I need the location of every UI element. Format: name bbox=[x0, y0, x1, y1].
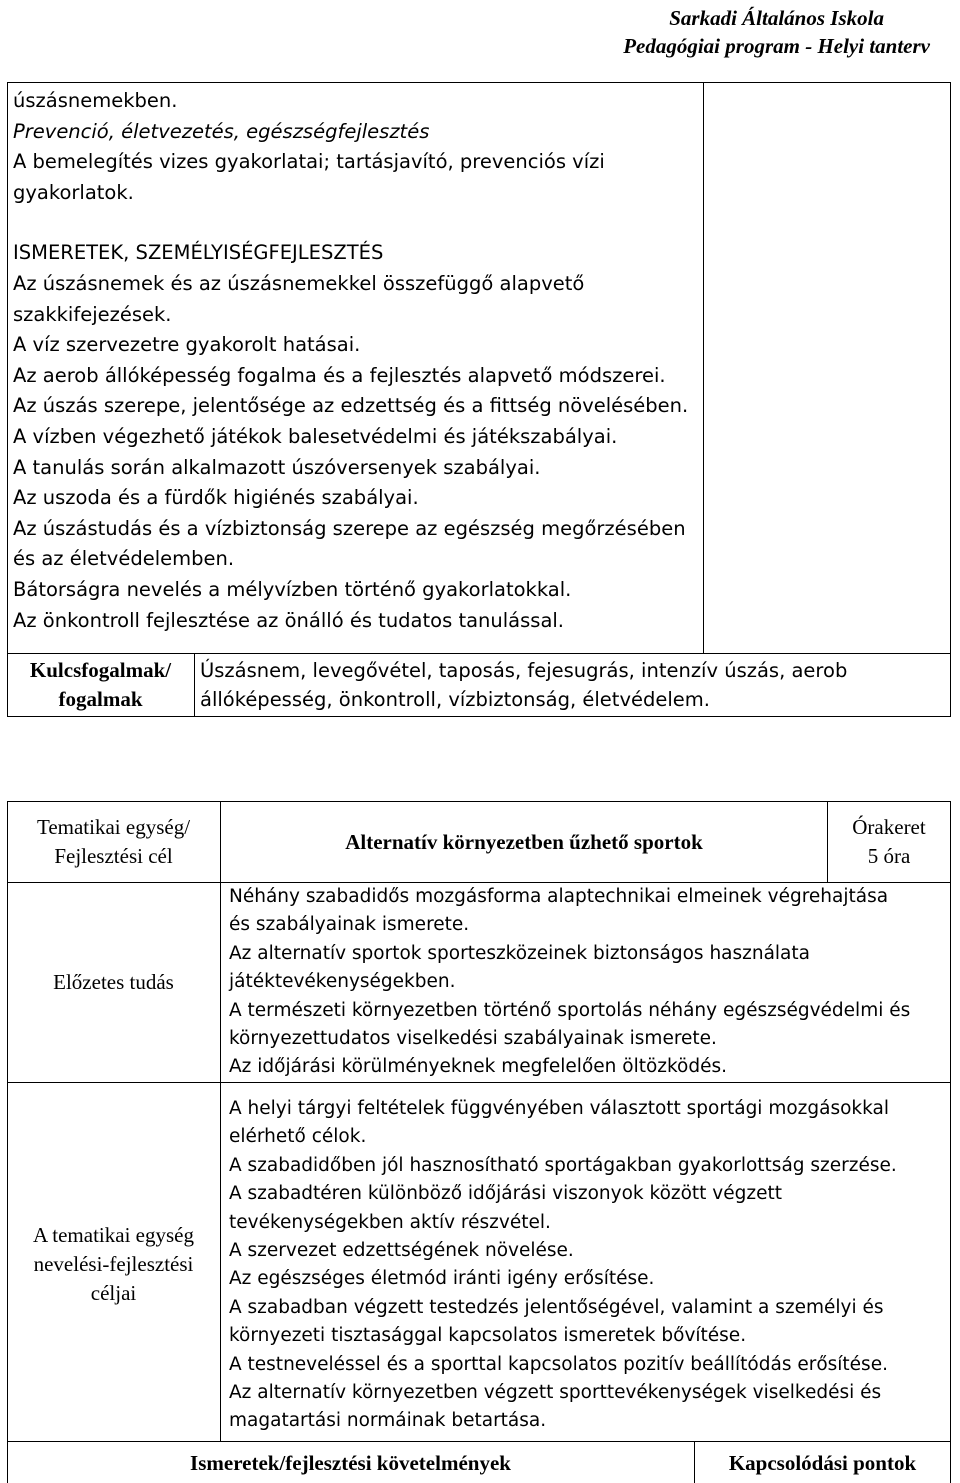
goal-line: A szabadidőben jól hasznosítható sportágakban gyakorlottság szerzése. bbox=[229, 1154, 897, 1176]
prior-knowledge-line: és szabályainak ismerete. bbox=[229, 914, 470, 936]
prior-knowledge-line: Az alternatív sportok sporteszközeinek biztonságos használata bbox=[229, 942, 810, 964]
hours-label: Órakeret bbox=[852, 815, 926, 839]
table-border-right bbox=[950, 801, 951, 1483]
content-line: Az úszásnemek és az úszásnemekkel összefüggő alapvető bbox=[13, 271, 585, 295]
content-line: Az úszás szerepe, jelentősége az edzettség és a fittség növelésében. bbox=[13, 394, 689, 418]
column-divider bbox=[703, 82, 704, 653]
goal-line: Az egészséges életmód iránti igény erősítése. bbox=[229, 1268, 655, 1290]
goal-line: A helyi tárgyi feltételek függvényében választott sportági mozgásokkal bbox=[229, 1098, 889, 1119]
content-line: A tanulás során alkalmazott úszóversenyek szabályai. bbox=[13, 455, 541, 479]
content-line: A bemelegítés vizes gyakorlatai; tartásjavító, prevenciós vízi bbox=[13, 150, 605, 174]
content-line: Az úszástudás és a vízbiztonság szerepe az egészség megőrzésében bbox=[13, 516, 686, 540]
goal-line: környezeti tisztasággal kapcsolatos ismeretek bővítése. bbox=[229, 1325, 747, 1347]
content-line: ISMERETEK, SZEMÉLYISÉGFEJLESZTÉS bbox=[13, 241, 384, 265]
table-border-top bbox=[7, 801, 951, 802]
content-line: Az önkontroll fejlesztése az önálló és tudatos tanulással. bbox=[13, 608, 565, 632]
table-border-left bbox=[7, 801, 8, 1483]
prior-knowledge-line: Az időjárási körülményeknek megfelelően öltözködés. bbox=[229, 1056, 728, 1078]
prior-knowledge-text bbox=[229, 883, 945, 1082]
content-line: szakkifejezések. bbox=[13, 302, 172, 326]
goals-label bbox=[7, 1221, 220, 1308]
content-line: Prevenció, életvezetés, egészségfejlesztés bbox=[13, 119, 430, 143]
key-concepts-divider bbox=[194, 653, 195, 717]
goal-line: A szabadtéren különböző időjárási viszonyok között végzett bbox=[229, 1183, 782, 1205]
key-concepts-text-line: állóképesség, önkontroll, vízbiztonság, életvédelem. bbox=[200, 688, 710, 711]
goals-label-line: nevelési-fejlesztési bbox=[33, 1252, 194, 1276]
document-header bbox=[623, 4, 930, 60]
unit-label-line: Tematikai egység/ bbox=[36, 815, 191, 839]
row-divider-2 bbox=[7, 1082, 951, 1083]
curriculum-table-swimming bbox=[7, 82, 951, 717]
prior-knowledge-line: A természeti környezetben történő sportolás néhány egészségvédelmi és bbox=[229, 999, 911, 1021]
key-concepts-text bbox=[200, 656, 940, 714]
goals-text bbox=[229, 1095, 945, 1436]
row-divider bbox=[7, 653, 951, 654]
goals-label-line: A tematikai egység bbox=[33, 1223, 194, 1247]
key-concepts-text-line: Úszásnem, levegővétel, taposás, fejesugrás, intenzív úszás, aerob bbox=[200, 659, 848, 682]
hours-cell bbox=[828, 813, 950, 871]
content-line: Az aerob állóképesség fogalma és a fejlesztés alapvető módszerei. bbox=[13, 363, 666, 387]
blank-line bbox=[13, 208, 703, 238]
hours-value: 5 óra bbox=[867, 844, 911, 868]
unit-label-line: Fejlesztési cél bbox=[54, 844, 173, 868]
goal-line: tevékenységekben aktív részvétel. bbox=[229, 1211, 551, 1233]
key-concepts-label-line: fogalmak bbox=[58, 687, 143, 711]
content-line: A víz szervezetre gyakorolt hatásai. bbox=[13, 333, 361, 357]
goal-line: magatartási normáinak betartása. bbox=[229, 1410, 547, 1432]
goals-label-line: céljai bbox=[90, 1281, 137, 1305]
prior-knowledge-line: környezettudatos viselkedési szabályainak ismerete. bbox=[229, 1028, 717, 1050]
content-line: Bátorságra nevelés a mélyvízben történő gyakorlatokkal. bbox=[13, 577, 572, 601]
goal-line: elérhető célok. bbox=[229, 1126, 367, 1148]
unit-label bbox=[7, 813, 220, 871]
goal-line: A testneveléssel és a sporttal kapcsolatos pozitív beállítódás erősítése. bbox=[229, 1353, 888, 1375]
key-concepts-label bbox=[7, 656, 194, 714]
content-line: és az életvédelemben. bbox=[13, 547, 235, 571]
content-line: úszásnemekben. bbox=[13, 89, 178, 112]
goal-line: Az alternatív környezetben végzett sporttevékenységek viselkedési és bbox=[229, 1382, 882, 1404]
table-border-bottom bbox=[7, 716, 951, 717]
prior-knowledge-line: játéktevékenységekben. bbox=[229, 971, 456, 993]
goal-line: A szervezet edzettségének növelése. bbox=[229, 1240, 574, 1262]
table-border-top bbox=[7, 82, 951, 83]
content-cell bbox=[13, 86, 703, 636]
goal-line: A szabadban végzett testedzés jelentőségével, valamint a személyi és bbox=[229, 1296, 884, 1318]
table-border-left bbox=[7, 82, 8, 717]
curriculum-table-alternative-sports bbox=[7, 801, 951, 1483]
content-line: gyakorlatok. bbox=[13, 180, 134, 204]
prior-knowledge-line: Néhány szabadidős mozgásforma alaptechnikai elmeinek végrehajtása bbox=[229, 886, 889, 907]
unit-title: Alternatív környezetben űzhető sportok bbox=[345, 830, 703, 854]
requirements-header: Ismeretek/fejlesztési követelmények bbox=[190, 1451, 511, 1475]
key-concepts-label-line: Kulcsfogalmak/ bbox=[29, 658, 172, 682]
program-title: Pedagógiai program - Helyi tanterv bbox=[623, 34, 930, 58]
table-border-right bbox=[950, 82, 951, 717]
label-column-divider bbox=[220, 801, 221, 1441]
content-line: A vízben végezhető játékok balesetvédelmi és játékszabályai. bbox=[13, 424, 618, 448]
content-line: Az uszoda és a fürdők higiénés szabályai. bbox=[13, 486, 419, 510]
row-divider-3 bbox=[7, 1441, 951, 1442]
prior-knowledge-label: Előzetes tudás bbox=[53, 970, 174, 994]
school-name: Sarkadi Általános Iskola bbox=[669, 6, 884, 30]
connections-header: Kapcsolódási pontok bbox=[728, 1451, 917, 1475]
